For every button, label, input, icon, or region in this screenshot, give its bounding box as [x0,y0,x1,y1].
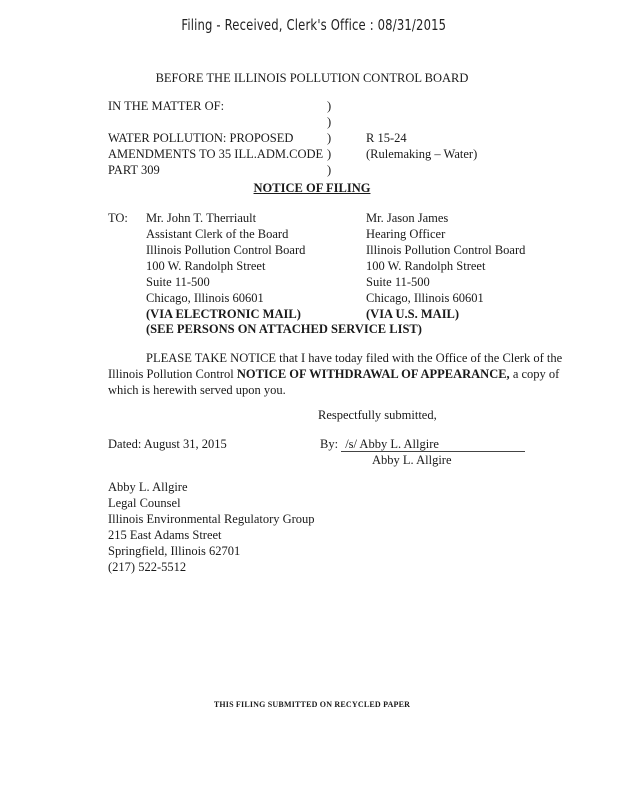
signature-line [320,436,525,452]
recipient-line: 100 W. Randolph Street [366,259,486,273]
filing-stamp: Filing - Received, Clerk's Office : 08/31/2015 [181,16,447,34]
recipient-line: Mr. Jason James [366,211,449,225]
service-list-note: (SEE PERSONS ON ATTACHED SERVICE LIST) [146,322,422,336]
paren: ) [327,115,332,129]
recipient-line: Chicago, Illinois 60601 [366,291,484,305]
address-block [108,479,315,575]
to-label: TO: [108,211,128,225]
closing: Respectfully submitted, [318,408,437,422]
paren: ) [327,147,332,161]
case-type: (Rulemaking – Water) [366,147,478,161]
recipient-line: Suite 11-500 [366,275,430,289]
address-line: 215 East Adams Street [108,528,222,542]
matter-line: PART 309 [108,163,160,177]
board-heading: BEFORE THE ILLINOIS POLLUTION CONTROL BOARD [155,71,469,85]
date-line: Dated: August 31, 2015 [108,437,227,451]
document-title: NOTICE OF FILING [253,181,371,195]
notice-text: PLEASE TAKE NOTICE that I have today filed with the Office of the Clerk of the Illinois Pollution Control [108,351,563,381]
recipient-line: Mr. John T. Therriault [146,211,257,225]
matter-caption [108,98,323,178]
recycled-paper-footer: THIS FILING SUBMITTED ON RECYCLED PAPER [213,700,411,709]
paren: ) [327,163,332,177]
notice-document-name: NOTICE OF WITHDRAWAL OF APPEARANCE, [236,367,510,381]
caption-parens [327,98,331,178]
by-label: By: [320,437,339,451]
address-line: Springfield, Illinois 62701 [108,544,241,558]
recipient-clerk [146,210,305,322]
delivery-method: (VIA ELECTRONIC MAIL) [146,307,301,321]
matter-line [108,114,323,130]
address-line: Legal Counsel [108,496,181,510]
matter-line: IN THE MATTER OF: [108,99,225,113]
delivery-method: (VIA U.S. MAIL) [366,307,460,321]
address-line: Illinois Environmental Regulatory Group [108,512,315,526]
recipient-line: Chicago, Illinois 60601 [146,291,264,305]
recipient-line: Assistant Clerk of the Board [146,227,289,241]
address-line: Abby L. Allgire [108,480,188,494]
case-info [366,130,477,162]
matter-line: WATER POLLUTION: PROPOSED [108,131,294,145]
case-number: R 15-24 [366,131,407,145]
signer-name: Abby L. Allgire [372,453,452,467]
recipient-line: Illinois Pollution Control Board [366,243,526,257]
notice-paragraph [108,350,578,398]
notice-text: a copy of which is herewith served upon you. [108,367,560,397]
recipient-line: Suite 11-500 [146,275,210,289]
paren: ) [327,99,332,113]
recipient-line: Illinois Pollution Control Board [146,243,306,257]
address-line: (217) 522-5512 [108,560,187,574]
matter-line: AMENDMENTS TO 35 ILL.ADM.CODE [108,147,324,161]
paren: ) [327,131,332,145]
recipient-hearing-officer [366,210,525,322]
signature: /s/ Abby L. Allgire [341,437,525,452]
recipient-line: 100 W. Randolph Street [146,259,266,273]
recipient-line: Hearing Officer [366,227,446,241]
